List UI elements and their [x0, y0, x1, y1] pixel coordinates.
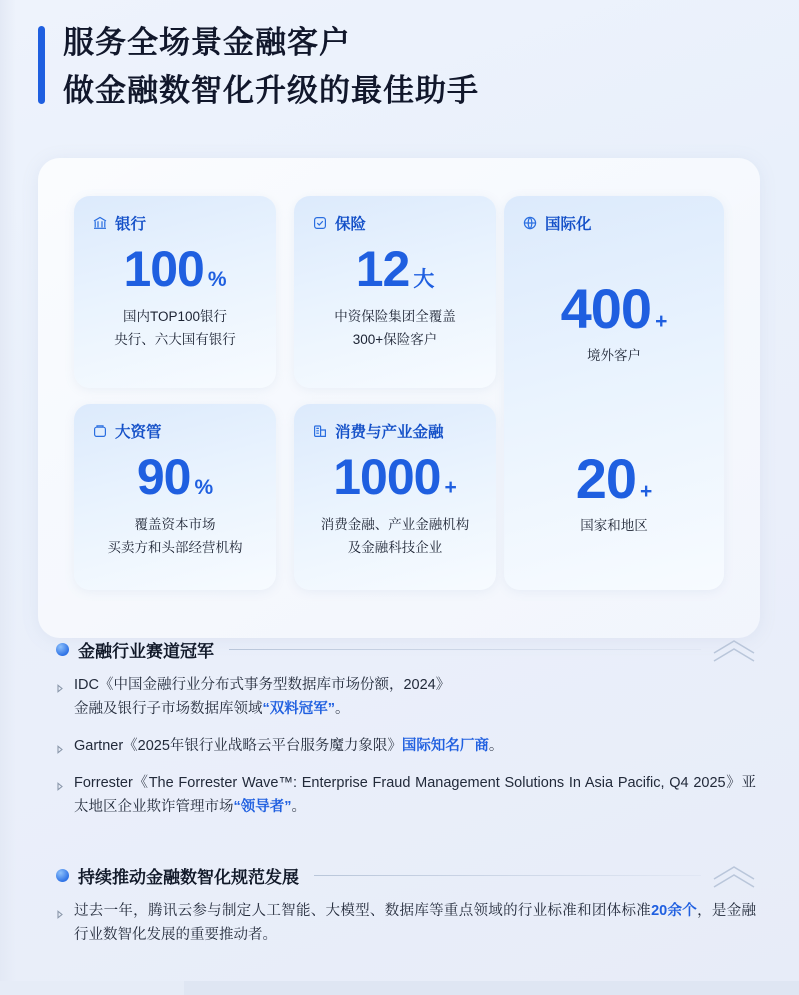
stat-card-asset-management-value: [92, 449, 258, 505]
stat-card-international-unit-2: +: [640, 479, 653, 503]
shield-check-icon: [312, 215, 328, 231]
bullet-dot-icon: [56, 869, 69, 882]
list-item: [56, 735, 756, 759]
stat-card-international-block-2: [522, 404, 706, 574]
stat-card-international-number-2: 20: [575, 446, 637, 510]
triangle-right-icon: [56, 741, 64, 759]
stat-card-asset-management-number: 90: [136, 449, 191, 505]
list-item-highlight: “领导者”: [233, 798, 292, 815]
stat-card-asset-management-header: [92, 420, 258, 442]
stat-card-consumer-finance[interactable]: [294, 404, 496, 590]
stat-card-insurance-desc: [312, 306, 478, 352]
header-text: [63, 22, 479, 112]
stat-card-consumer-finance-unit: +: [444, 476, 457, 499]
list-item-text: [74, 674, 450, 722]
stat-card-bank[interactable]: [74, 196, 276, 388]
list-item-highlight: “双料冠军”: [262, 700, 335, 717]
stat-card-insurance-header: [312, 212, 478, 234]
stat-card-asset-management[interactable]: [74, 404, 276, 590]
stat-card-bank-desc: [92, 306, 258, 352]
list-item-text-part: ，是金融行业数智化发展的重要推动者。: [74, 903, 756, 943]
stat-card-insurance-unit: 大: [413, 268, 435, 291]
stat-card-consumer-finance-title: 消费与产业金融: [335, 424, 444, 441]
list-item: [56, 772, 756, 820]
list-item-highlight: 20余个: [651, 903, 698, 919]
stat-card-insurance-number: 12: [355, 241, 410, 297]
stat-card-bank-header: [92, 212, 258, 234]
bank-icon: [92, 215, 108, 231]
stat-card-international-desc-1: 境外客户: [587, 347, 641, 363]
wallet-icon: [92, 423, 108, 439]
chevron-up-icon: [712, 636, 756, 662]
stat-card-bank-desc-1: 国内TOP100银行: [122, 309, 228, 324]
list-item-text: [74, 772, 756, 820]
stat-card-insurance-value: [312, 241, 478, 297]
stat-card-bank-number: 100: [123, 241, 204, 297]
list-item-text-part: Forrester《The Forrester Wave™: Enterprise Fraud Management Solutions In Asia Pacific, Q4 2025》亚太地区企业欺诈管理市场: [74, 774, 756, 815]
stat-card-insurance-title: 保险: [335, 216, 367, 233]
section-champion-bullets: [56, 674, 756, 820]
list-item-highlight: 国际知名厂商: [401, 737, 489, 754]
header-accent-bar: [38, 26, 45, 104]
page-header: [0, 0, 799, 112]
page-title-line-2: 做金融数智化升级的最佳助手: [63, 72, 479, 108]
section-standard: [56, 862, 756, 948]
bottom-strip: [0, 981, 799, 995]
section-divider: [314, 875, 701, 876]
list-item-text: [74, 900, 756, 948]
stat-card-international-desc-2: 国家和地区: [580, 517, 648, 533]
stat-card-asset-management-desc-1: 覆盖资本市场: [134, 517, 216, 532]
stat-card-international[interactable]: [504, 196, 724, 590]
list-item: [56, 674, 756, 722]
list-item: [56, 900, 756, 948]
list-item-text-part: IDC《中国金融行业分布式事务型数据库市场份额，2024》: [74, 677, 451, 693]
stat-card-international-value-1: [560, 276, 668, 340]
globe-icon: [522, 215, 538, 231]
stat-card-consumer-finance-value: [312, 449, 478, 505]
section-champion: [56, 636, 756, 820]
list-item-text-part: Gartner《2025年银行业战略云平台服务魔力象限》: [74, 737, 402, 754]
section-standard-bullets: [56, 900, 756, 948]
left-edge-gradient: [0, 0, 16, 995]
stat-card-asset-management-desc-2: 买卖方和头部经营机构: [107, 539, 243, 555]
list-item-text-part: 金融及银行子市场数据库领域: [74, 700, 263, 717]
triangle-right-icon: [56, 680, 64, 698]
stat-card-insurance-desc-2: 300+保险客户: [352, 331, 438, 347]
stat-card-asset-management-title: 大资管: [115, 424, 162, 441]
stat-card-bank-unit: %: [207, 268, 227, 291]
page-title-line-1: 服务全场景金融客户: [63, 25, 351, 60]
stat-card-asset-management-desc: [92, 514, 258, 560]
stat-card-consumer-finance-desc-1: 消费金融、产业金融机构: [320, 517, 470, 532]
stat-card-international-number-1: 400: [560, 276, 652, 340]
stat-card-bank-value: [92, 241, 258, 297]
section-standard-header: [56, 862, 756, 888]
building-icon: [312, 423, 328, 439]
stat-card-insurance[interactable]: [294, 196, 496, 388]
stat-card-consumer-finance-desc: [312, 514, 478, 560]
stat-card-insurance-desc-1: 中资保险集团全覆盖: [334, 309, 456, 324]
chevron-up-icon: [712, 862, 756, 888]
stat-card-consumer-finance-desc-2: 及金融科技企业: [347, 539, 443, 555]
stat-card-international-unit-1: +: [655, 309, 668, 333]
section-standard-title: 持续推动金融数智化规范发展: [78, 867, 299, 887]
stat-card-international-block-1: [522, 234, 706, 404]
stat-card-consumer-finance-header: [312, 420, 478, 442]
triangle-right-icon: [56, 778, 64, 796]
list-item-text: [74, 735, 503, 759]
list-item-text-part: 。: [488, 737, 504, 754]
stat-card-bank-desc-2: 央行、六大国有银行: [114, 331, 236, 347]
stat-card-international-value-2: [575, 446, 653, 510]
section-champion-header: [56, 636, 756, 662]
section-divider: [229, 649, 701, 650]
section-champion-title: 金融行业赛道冠军: [78, 641, 214, 661]
stat-card-asset-management-unit: %: [194, 476, 214, 499]
list-item-text-part: 过去一年，腾讯云参与制定人工智能、大模型、数据库等重点领域的行业标准和团体标准: [74, 903, 652, 919]
stat-card-consumer-finance-number: 1000: [333, 449, 441, 505]
stat-card-international-header: [522, 212, 706, 234]
stat-card-international-title: 国际化: [545, 216, 592, 233]
stat-card-bank-title: 银行: [115, 216, 147, 233]
bullet-dot-icon: [56, 643, 69, 656]
triangle-right-icon: [56, 906, 64, 924]
list-item-text-part: 。: [291, 798, 306, 815]
list-item-text-part: 。: [335, 700, 350, 717]
